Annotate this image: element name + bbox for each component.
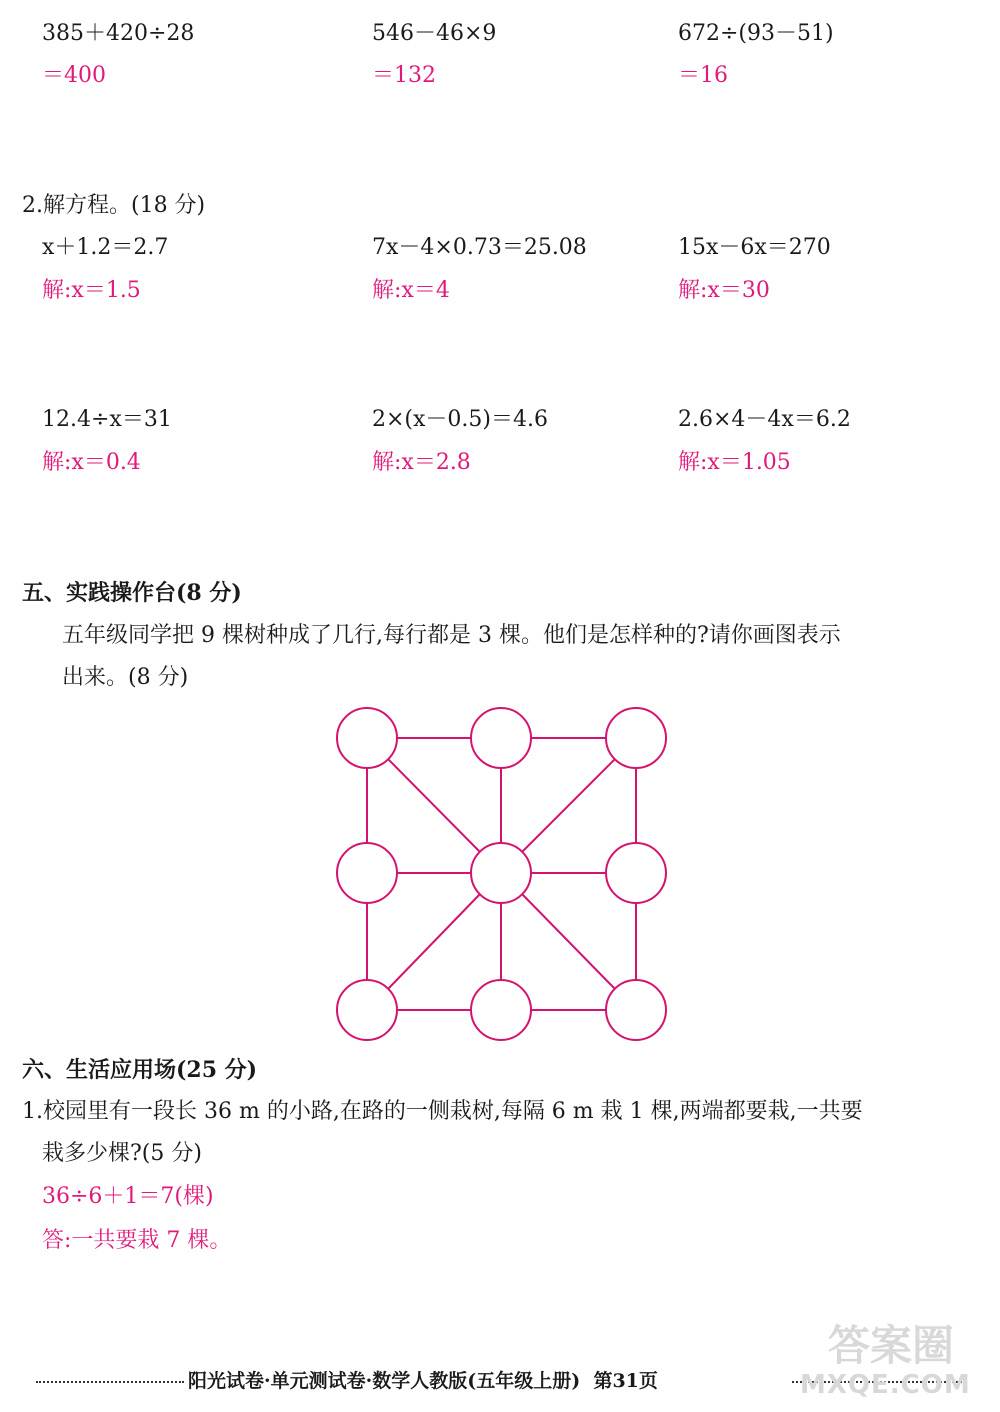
equation-5: 2×(x－0.5)＝4.6: [372, 407, 548, 432]
tree-circle: [606, 980, 666, 1040]
equation-2: 7x－4×0.73＝25.08: [372, 235, 587, 260]
tree-circle: [471, 980, 531, 1040]
section-6-question-1-calculation: 36÷6＋1＝7(棵): [42, 1184, 214, 1209]
equation-4: 12.4÷x＝31: [42, 407, 172, 432]
equation-2-answer: 解:x＝4: [372, 278, 450, 303]
diagram-line: [388, 759, 480, 852]
diagram-line: [388, 894, 480, 989]
equations-heading: 2.解方程。(18 分): [22, 193, 206, 218]
section-6-question-1-answer: 答:一共要栽 7 棵。: [42, 1228, 232, 1253]
tree-planting-diagram: [330, 700, 670, 1050]
footer-book-title: [188, 1366, 658, 1393]
tree-circle: [337, 843, 397, 903]
equation-6-answer: 解:x＝1.05: [678, 450, 791, 475]
footer-divider-left: [36, 1381, 184, 1383]
tree-circle: [337, 980, 397, 1040]
calc-2-expression: 546－46×9: [372, 21, 497, 46]
equation-6: 2.6×4－4x＝6.2: [678, 407, 851, 432]
equation-1-answer: 解:x＝1.5: [42, 278, 141, 303]
watermark-logo: 答案圈: [828, 1321, 955, 1370]
diagram-line: [522, 894, 615, 989]
section-5-title: 五、实践操作台(8 分): [22, 580, 242, 606]
watermark-url: MXQE.COM: [800, 1370, 971, 1400]
calc-1-expression: 385＋420÷28: [42, 21, 195, 46]
equation-3-answer: 解:x＝30: [678, 278, 770, 303]
equation-4-answer: 解:x＝0.4: [42, 450, 141, 475]
section-6-question-1-line-2: 栽多少棵?(5 分): [42, 1141, 202, 1166]
equation-3: 15x－6x＝270: [678, 235, 831, 260]
calc-3-expression: 672÷(93－51): [678, 21, 834, 46]
page-number: 第31页: [593, 1370, 658, 1392]
section-5-question-line-2: 出来。(8 分): [62, 665, 189, 690]
equation-1: x＋1.2＝2.7: [42, 235, 169, 260]
tree-circle: [606, 843, 666, 903]
section-5-question-line-1: 五年级同学把 9 棵树种成了几行,每行都是 3 棵。他们是怎样种的?请你画图表示: [62, 623, 841, 648]
tree-circle: [606, 708, 666, 768]
tree-circle: [471, 843, 531, 903]
tree-circle: [471, 708, 531, 768]
calc-3-answer: ＝16: [678, 63, 728, 88]
calc-2-answer: ＝132: [372, 63, 436, 88]
section-6-question-1-line-1: 1.校园里有一段长 36 m 的小路,在路的一侧栽树,每隔 6 m 栽 1 棵,两端都要栽,一共要: [22, 1099, 863, 1124]
tree-circle: [337, 708, 397, 768]
calc-1-answer: ＝400: [42, 63, 106, 88]
equation-5-answer: 解:x＝2.8: [372, 450, 471, 475]
section-6-title: 六、生活应用场(25 分): [22, 1057, 258, 1083]
diagram-line: [522, 759, 615, 852]
footer-title-text: 阳光试卷·单元测试卷·数学人教版(五年级上册): [188, 1370, 581, 1392]
